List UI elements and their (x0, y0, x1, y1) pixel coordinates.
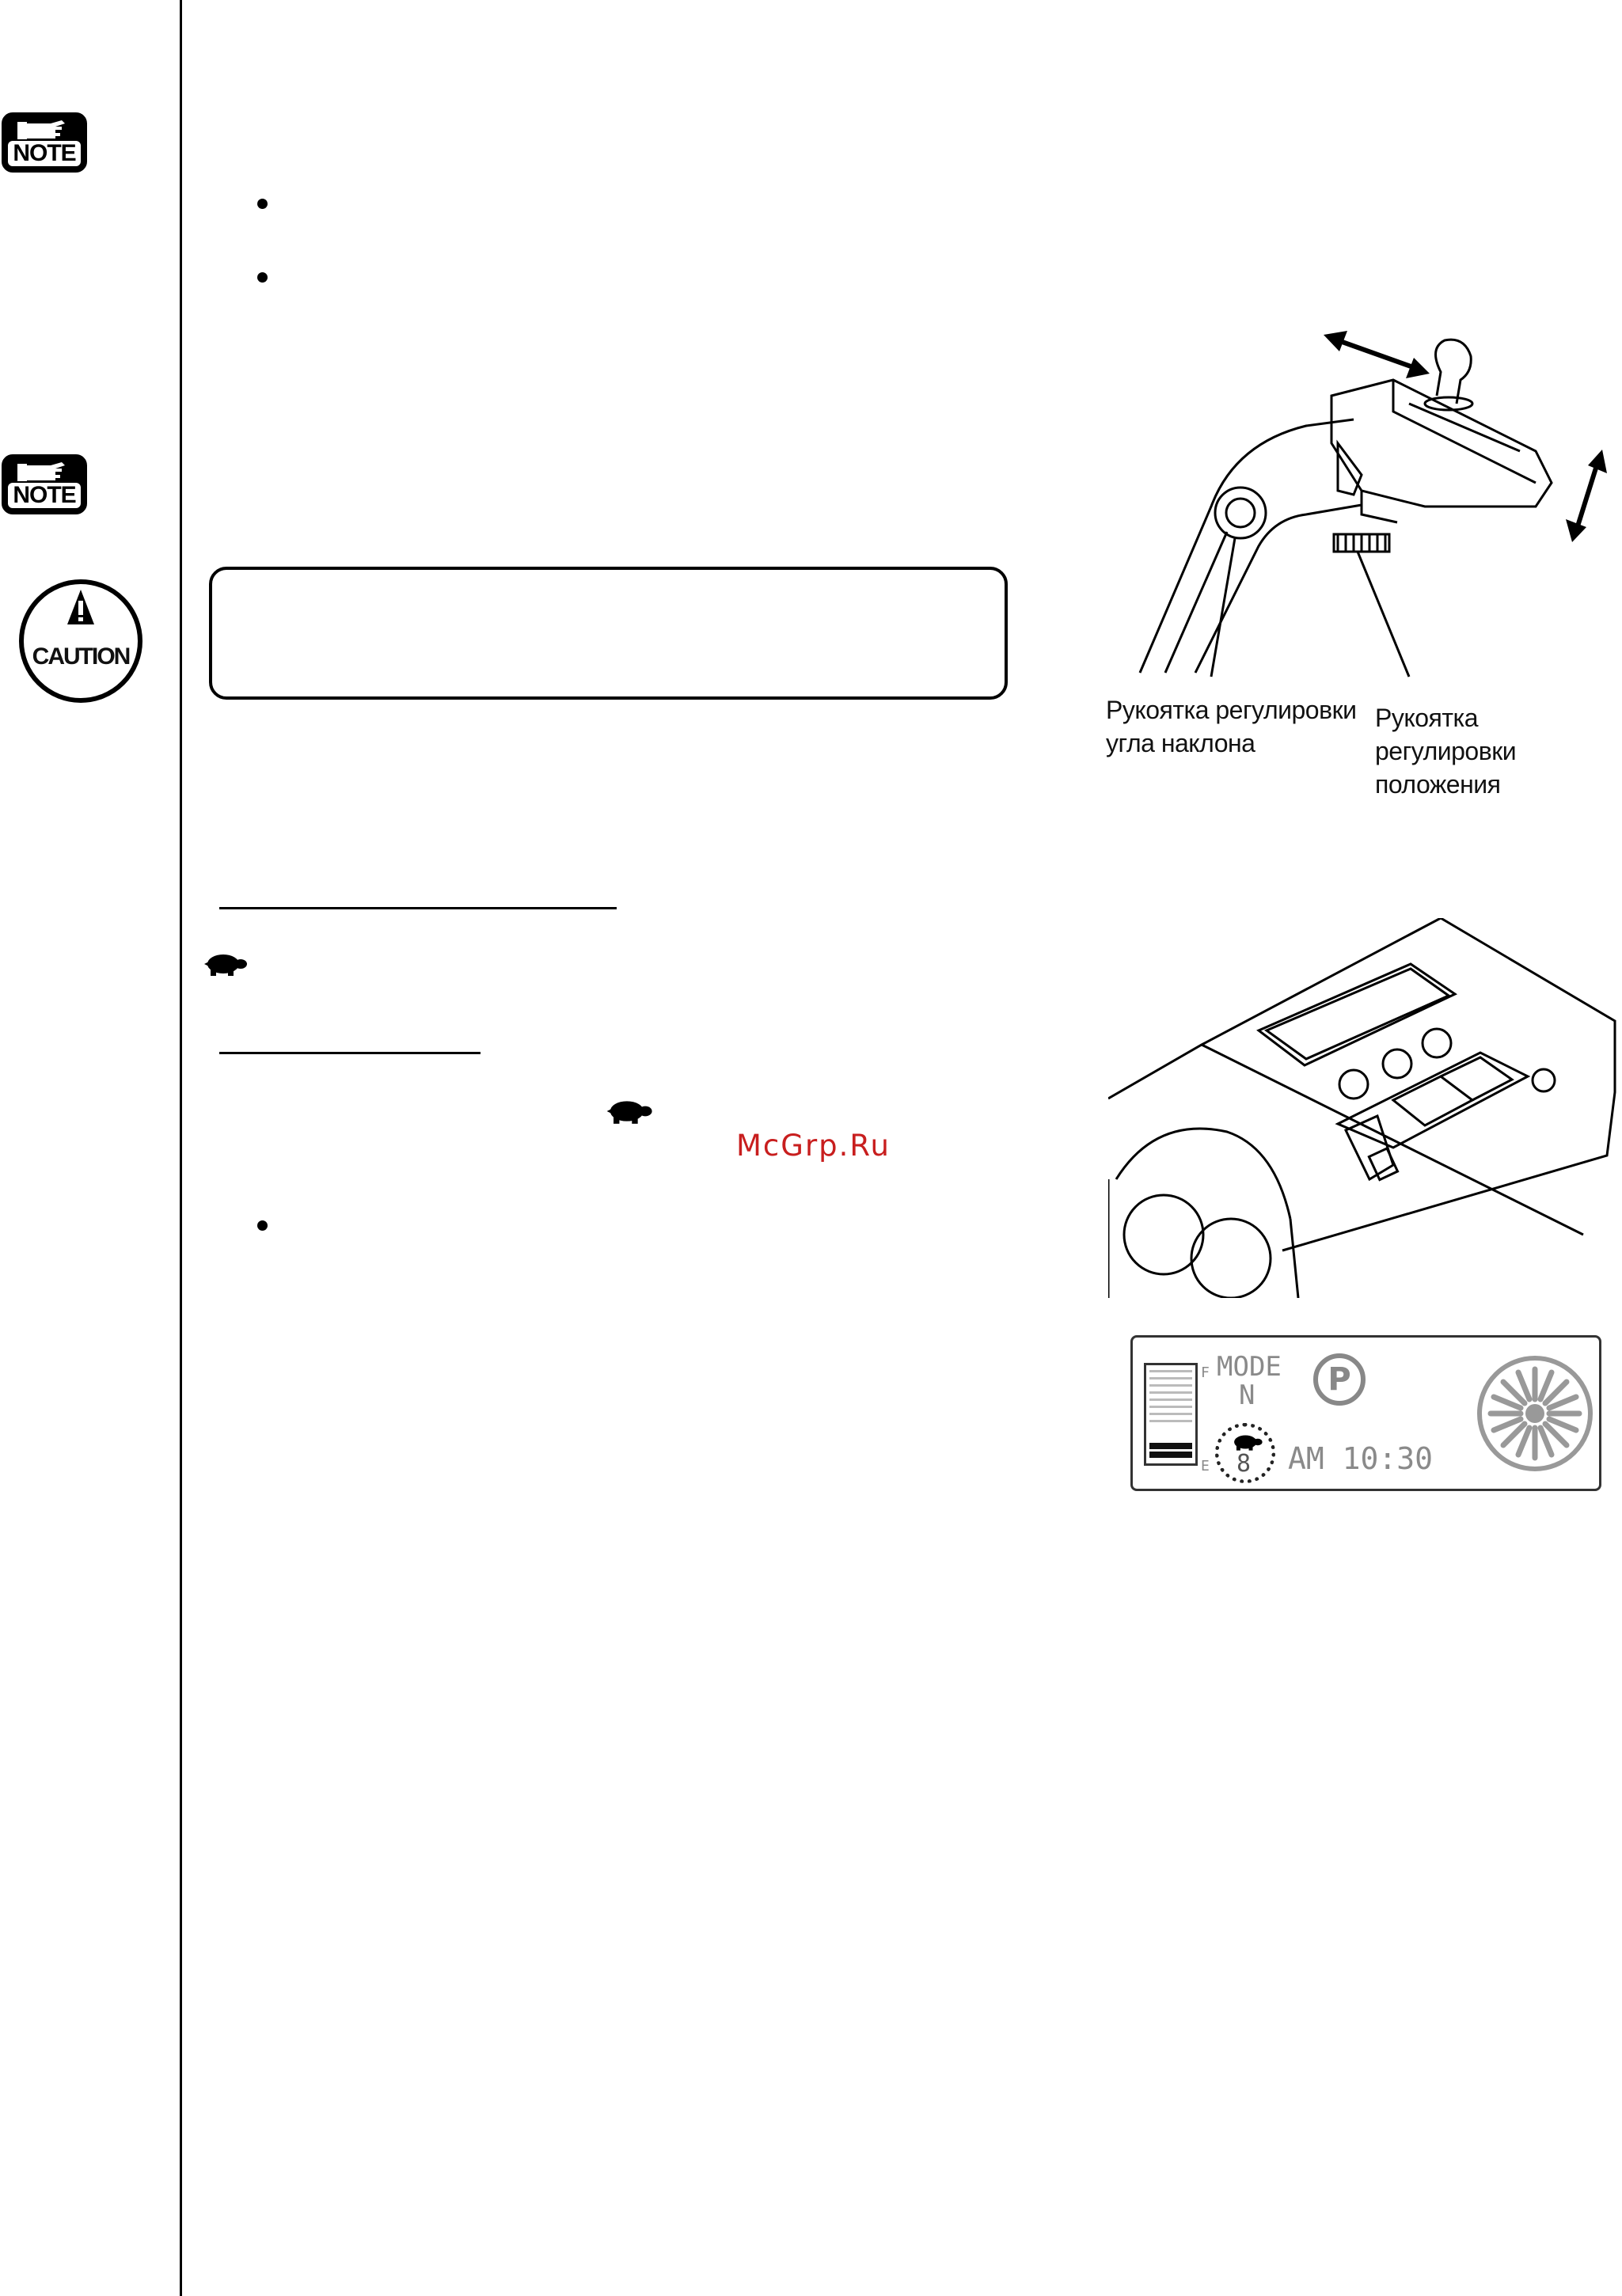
watermark: McGrp.Ru (736, 1129, 891, 1163)
note-label: NOTE (8, 483, 81, 508)
section-underline (219, 907, 617, 909)
mode-value: N (1239, 1379, 1255, 1411)
fuel-level-bar (1149, 1443, 1192, 1460)
bullet (257, 199, 268, 209)
bullet (257, 1220, 268, 1231)
fuel-gauge (1144, 1363, 1198, 1466)
fuel-empty-label: E (1201, 1458, 1210, 1474)
turtle-icon (602, 1096, 654, 1126)
speed-value: 8 (1236, 1450, 1252, 1478)
caution-icon (18, 579, 143, 704)
turtle-icon (199, 950, 249, 978)
bullet (257, 272, 268, 283)
margin-rule (180, 0, 182, 2296)
label-position-knob: Рукоятка регулировки положения (1375, 704, 1517, 799)
hand-pointer-icon (5, 457, 84, 484)
wheel-icon (1475, 1353, 1595, 1474)
lcd-display (1130, 1335, 1601, 1491)
caution-label: CAUTION (32, 643, 130, 670)
label-tilt-knob: Рукоятка регулировки угла наклона (1106, 696, 1357, 757)
note-label: NOTE (8, 141, 81, 166)
caution-box (209, 567, 1008, 700)
speed-indicator (1215, 1423, 1275, 1483)
mode-label: MODE (1217, 1351, 1282, 1383)
note-icon (2, 454, 87, 514)
parking-icon (1313, 1353, 1366, 1406)
note-icon (2, 112, 87, 173)
section-underline (219, 1052, 481, 1054)
hand-pointer-icon (5, 116, 84, 142)
joystick-figure (1124, 324, 1615, 681)
clock-time: AM 10:30 (1288, 1441, 1434, 1476)
parking-symbol: P (1328, 1361, 1351, 1398)
control-panel-figure (1108, 918, 1619, 1298)
fuel-full-label: F (1201, 1364, 1210, 1381)
